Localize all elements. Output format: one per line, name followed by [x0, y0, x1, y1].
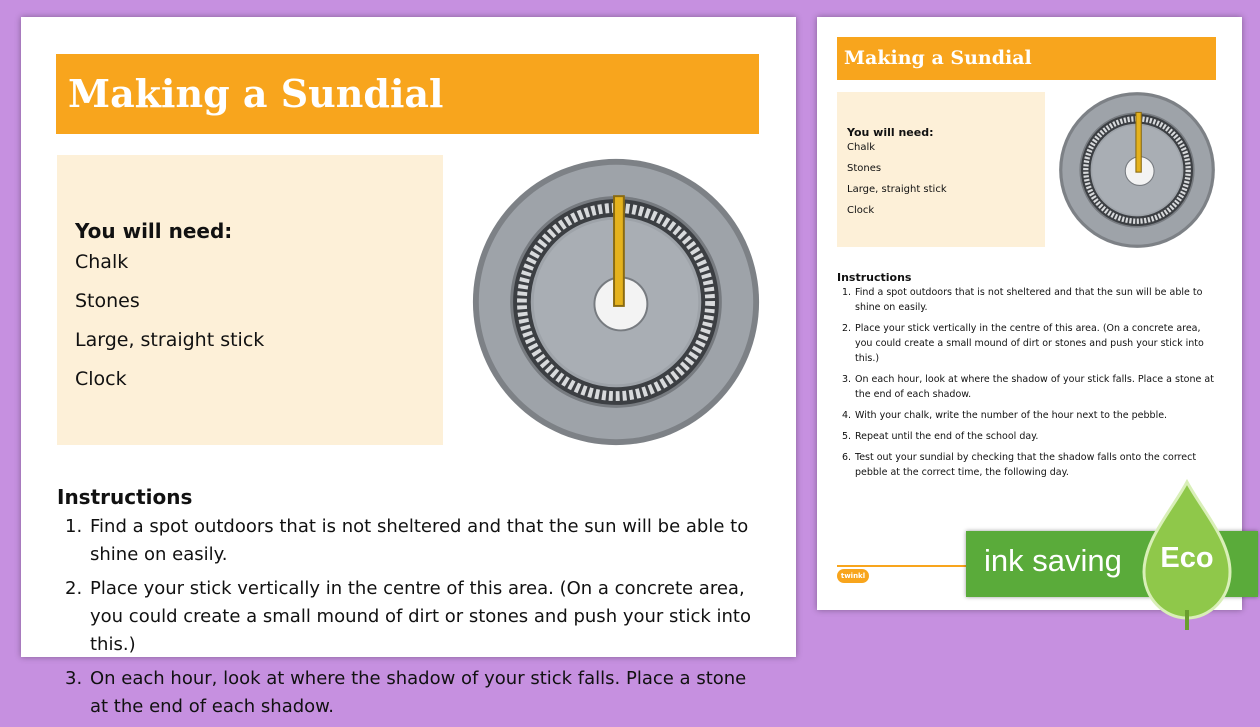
needs-item-small: Chalk: [847, 142, 876, 153]
needs-heading: You will need:: [75, 219, 233, 243]
instruction-step-small: 4. With your chalk, write the number of the hour next to the pebble.: [842, 410, 1168, 421]
needs-item-small: Clock: [847, 205, 875, 216]
instruction-step-small: 3. On each hour, look at where the shadow of your stick falls. Place a stone at the end of each shadow.: [842, 374, 1214, 400]
ink-saving-label: ink saving: [984, 543, 1122, 578]
instructions-section-small: [837, 271, 1215, 486]
instructions-heading: Instructions: [57, 485, 193, 509]
needs-heading-small: You will need:: [847, 126, 934, 139]
worksheet-preview-large: [21, 17, 796, 717]
sundial-illustration-small: [1057, 90, 1217, 250]
sundial-illustration: [469, 155, 763, 449]
instruction-step: 3. On each hour, look at where the shadow of your stick falls. Place a stone at the end of each shadow.: [65, 668, 747, 717]
needs-box: [57, 155, 443, 445]
instructions-section: [57, 485, 762, 727]
instruction-step: 2. Place your stick vertically in the centre of this area. (On a concrete area, you could create a small mound of dirt or stones and push your stick into this.): [65, 578, 751, 655]
needs-item: Large, straight stick: [75, 329, 265, 351]
instruction-step: 1. Find a spot outdoors that is not sheltered and that the sun will be able to shine on easily.: [65, 516, 749, 565]
page-title-small: Making a Sundial: [837, 37, 1216, 80]
needs-box-small: [837, 92, 1045, 247]
instruction-step-small: 5. Repeat until the end of the school day.: [842, 431, 1039, 442]
eco-label: Eco: [1160, 542, 1214, 574]
page-title: Making a Sundial: [56, 54, 759, 134]
instructions-heading-small: Instructions: [837, 271, 912, 284]
instruction-step-small: 2. Place your stick vertically in the centre of this area. (On a concrete area, you could create a small mound of dirt or stones and push your stick into this.): [842, 323, 1204, 364]
needs-item: Clock: [75, 368, 127, 390]
needs-item: Chalk: [75, 251, 129, 273]
needs-item: Stones: [75, 290, 140, 312]
twinkl-logo: twinkl: [837, 569, 869, 583]
instruction-step-small: 1. Find a spot outdoors that is not sheltered and that the sun will be able to shine on easily.: [842, 287, 1203, 313]
needs-item-small: Stones: [847, 163, 882, 174]
sundial-gnomon: [614, 196, 624, 306]
instruction-step-small: 6. Test out your sundial by checking that the shadow falls onto the correct pebble at the correct time, the following day.: [842, 452, 1197, 478]
needs-item-small: Large, straight stick: [847, 184, 947, 195]
